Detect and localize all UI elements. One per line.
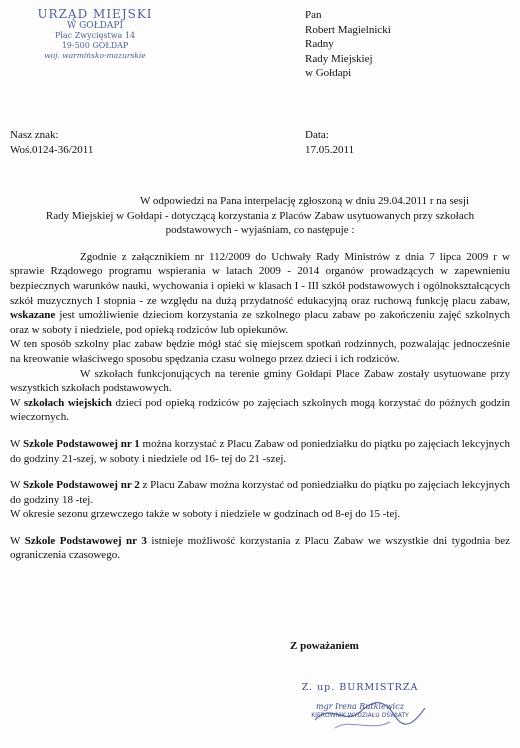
recipient-line-1: Pan: [305, 9, 322, 21]
paragraph-rural-schools: [10, 396, 510, 425]
signature-stamp: [275, 682, 445, 742]
spacer: [10, 522, 510, 534]
paragraph-regulation: [10, 250, 510, 338]
sp3-text: istnieje możliwość korzystania z Placu Zabaw we wszystkie dni tygodnia bez ograniczenia czasowego.: [10, 534, 511, 562]
intro-paragraph: [10, 194, 510, 238]
paragraph-schools: W szkołach funkcjonujących na terenie gminy Gołdapi Place Zabaw zostały usytuowane przy wszystkich szkołach podstawowych.: [10, 367, 510, 395]
spacer: [10, 425, 510, 437]
signature-line-3: KIEROWNIK WYDZIAŁU OŚWIATY: [311, 712, 409, 719]
intro-line-3: podstawowych - wyjaśniam, co następuje :: [165, 224, 355, 237]
spacer: [10, 466, 510, 478]
reference-value: Woś.0124-36/2011: [10, 143, 94, 156]
signature-line-2: mgr Irena Rutkiewicz: [316, 702, 404, 711]
recipient-line-4: Rady Miejskiej: [305, 52, 373, 65]
sp1-prefix: W: [10, 437, 21, 450]
signature-line-1: Z. up. BURMISTRZA: [301, 682, 419, 693]
paragraph-regulation-text: Zgodnie z załącznikiem nr 112/2009 do Uchwały Rady Ministrów z dnia 7 lipca 2009 r w sprawie Rządowego programu wspierania w latach 2009 - 2014 organów prowadzących w zapewnieniu bezpiecznych warunków nauki, wychowania i opieki w klasach I - III szkół podstawowych i ogólnokształcących szkół muzycznych I stopnia - ze względu na dużą przydatność edukacyjną oraz ruchową funkcję placu zabaw,: [10, 250, 510, 307]
sp3-prefix: W: [10, 534, 21, 547]
letter-body: [10, 194, 510, 563]
spacer: [10, 238, 510, 250]
paragraph-sp2-heating: W okresie sezonu grzewczego także w soboty i niedziele w godzinach od 8-ej do 15 -tej.: [10, 508, 401, 521]
rural-bold: szkołach wiejskich: [23, 396, 112, 409]
recipient-line-3: Radny: [305, 38, 334, 51]
paragraph-sp1: [10, 437, 510, 466]
intro-line-2: Rady Miejskiej w Gołdapi - dotyczącą korzystania z Placów Zabaw usytuowanych przy szkołach: [45, 209, 475, 222]
intro-line-1: W odpowiedzi na Pana interpelację zgłoszoną w dniu 29.04.2011 r na sesji: [140, 195, 469, 207]
sp3-bold: Szkole Podstawowej nr 3: [24, 534, 147, 547]
date-value: 17.05.2011: [305, 143, 355, 156]
recipient-line-2: Robert Magielnicki: [305, 23, 391, 36]
rural-prefix: W: [10, 396, 21, 409]
sp1-text: można korzystać z Placu Zabaw od poniedziałku do piątku po zajęciach lekcyjnych do godziny 21-szej, w soboty i niedziele od 16- tej do 21 -szej.: [10, 437, 511, 465]
stamp-line-4: 19-500 GOŁDAP: [61, 41, 129, 50]
recipient-line-5: w Gołdapi: [305, 67, 352, 80]
sp1-bold: Szkole Podstawowej nr 1: [22, 437, 140, 450]
recipient-address: [305, 8, 391, 81]
paragraph-regulation-bold: wskazane: [10, 309, 56, 322]
reference-block: [10, 128, 93, 157]
date-block: [305, 128, 354, 157]
rural-text: dzieci pod opieką rodziców po zajęciach szkolnych mogą korzystać do późnych godzin wieczornych.: [10, 396, 510, 424]
office-stamp: [30, 8, 160, 68]
stamp-line-2: W GOŁDAPI: [66, 21, 124, 31]
sp2-bold: Szkole Podstawowej nr 2: [22, 479, 140, 492]
paragraph-sp2: [10, 478, 510, 507]
reference-label: Nasz znak:: [10, 129, 59, 141]
stamp-line-5: woj. warmińsko-mazurskie: [44, 51, 146, 60]
stamp-line-1: URZĄD MIEJSKI: [37, 7, 153, 21]
handwritten-signature: [275, 682, 445, 742]
sp2-text: z Placu Zabaw można korzystać od poniedziałku do piątku po zajęciach lekcyjnych do godziny 18 -tej.: [10, 479, 511, 506]
closing-salutation: Z poważaniem: [290, 640, 359, 652]
paragraph-regulation-rest: jest umożliwienie dzieciom korzystania ze szkolnego placu zabaw po zakończeniu zajęć szkolnych oraz w soboty i niedziele, pod opieką rodziców lub opiekunów.: [10, 309, 511, 336]
sp2-prefix: W: [10, 479, 21, 492]
paragraph-sp3: [10, 534, 510, 563]
stamp-line-3: Plac Zwycięstwa 14: [54, 31, 136, 40]
date-label: Data:: [305, 129, 329, 141]
paragraph-family: W ten sposób szkolny plac zabaw będzie mógł stać się miejscem spotkań rodzinnych, pozwalając jednocześnie na kreowanie właściwego sposobu spędzania czasu wolnego przez dzieci i ich rodziców.: [10, 338, 510, 365]
